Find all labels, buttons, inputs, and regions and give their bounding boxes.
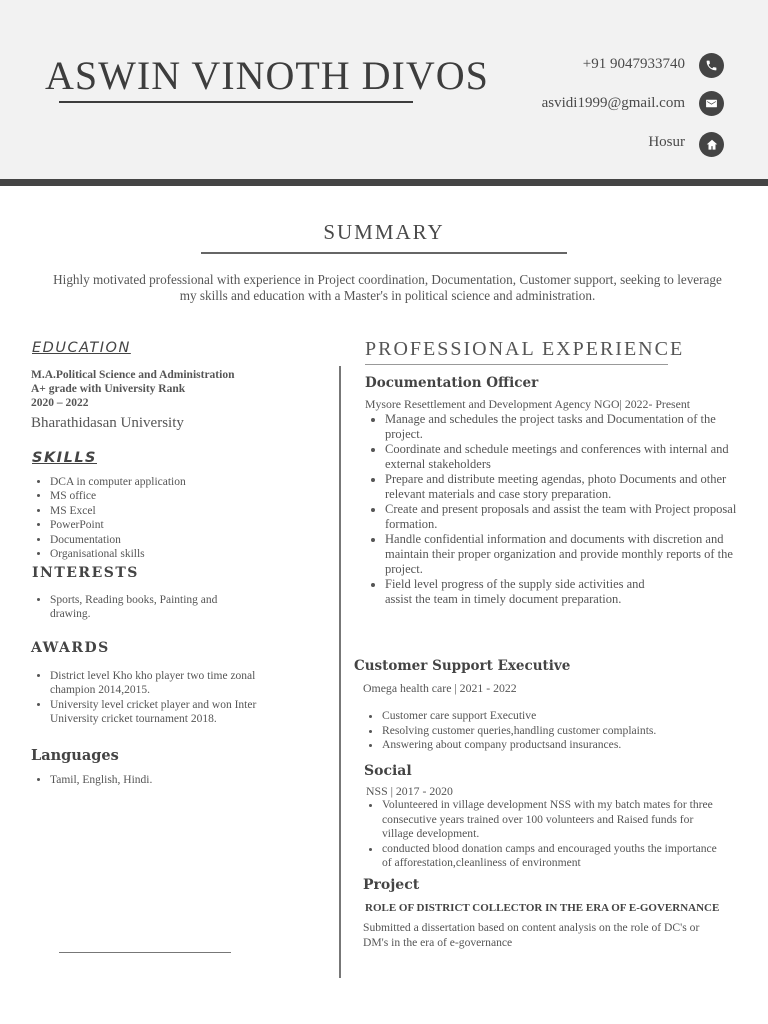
list-item: • conducted blood donation camps and encouraged youths the importance of afforestation,cleanliness of environment <box>382 842 717 871</box>
languages-list <box>50 773 290 787</box>
summary-underline <box>201 252 567 254</box>
column-divider <box>339 366 341 978</box>
job-duties-list <box>382 709 722 753</box>
list-item: • Customer care support Executive <box>382 709 722 724</box>
interests-heading: INTERESTS <box>32 565 139 581</box>
education-degree: M.A.Political Science and Administration <box>31 369 235 381</box>
education-university: Bharathidasan University <box>31 415 184 431</box>
list-item: • Sports, Reading books, Painting and drawing. <box>50 593 260 622</box>
bottom-rule <box>59 952 231 953</box>
contact-city: Hosur <box>648 134 685 150</box>
education-details <box>31 368 234 410</box>
job-organization: Mysore Resettlement and Development Agency NGO| 2022- Present <box>365 397 691 411</box>
list-item: • Handle confidential information and documents with discretion and maintain their proper organization and provide monthly reports of the project. <box>385 532 741 577</box>
job-title: Customer Support Executive <box>354 658 571 674</box>
phone-icon <box>699 53 724 78</box>
home-icon <box>699 132 724 157</box>
job-organization: Omega health care | 2021 - 2022 <box>363 681 517 695</box>
languages-heading: Languages <box>31 747 119 764</box>
candidate-name: ASWIN VINOTH DIVOS <box>45 53 489 98</box>
list-item: • Field level progress of the supply side activities and assist the team in timely document preparation. <box>385 577 741 607</box>
list-item: • Resolving customer queries,handling customer complaints. <box>382 724 722 739</box>
list-item: • Create and present proposals and assist the team with Project proposal formation. <box>385 502 741 532</box>
list-item: • Volunteered in village development NSS with my batch mates for three consecutive years trained over 100 volunteers and Raised funds for village development. <box>382 798 717 842</box>
list-item: • Coordinate and schedule meetings and conferences with internal and external stakeholders <box>385 442 741 472</box>
education-heading: EDUCATION <box>32 340 131 356</box>
contact-email[interactable]: asvidi1999@gmail.com <box>541 95 685 111</box>
job-title: Social <box>364 763 412 779</box>
list-item: • MS office <box>50 489 290 503</box>
experience-underline <box>365 364 668 365</box>
job-title: Documentation Officer <box>365 375 539 391</box>
summary-text: Highly motivated professional with experience in Project coordination, Documentation, Customer support, seeking to leverage my skills and education with a Master's in political science and administration. <box>53 272 722 303</box>
education-years: 2020 – 2022 <box>31 397 89 409</box>
experience-heading: PROFESSIONAL EXPERIENCE <box>365 338 685 360</box>
list-item: • District level Kho kho player two time zonal champion 2014,2015. <box>50 669 282 698</box>
name-underline <box>59 101 413 103</box>
list-item: • DCA in computer application <box>50 475 290 489</box>
project-description: Submitted a dissertation based on content analysis on the role of DC's or DM's in the era of e-governance <box>363 921 700 949</box>
list-item: • University level cricket player and won Inter University cricket tournament 2018. <box>50 698 282 727</box>
list-item: • Answering about company productsand insurances. <box>382 738 722 753</box>
awards-heading: AWARDS <box>31 640 110 656</box>
list-item: • Documentation <box>50 533 290 547</box>
summary-title: SUMMARY <box>323 220 445 244</box>
job-duties-list <box>382 798 717 871</box>
project-heading: Project <box>363 877 420 893</box>
awards-list <box>50 669 282 727</box>
list-item: • MS Excel <box>50 504 290 518</box>
job-duties-list <box>385 412 741 607</box>
job-organization: NSS | 2017 - 2020 <box>366 784 453 798</box>
education-grade: A+ grade with University Rank <box>31 383 186 395</box>
skills-list <box>50 475 290 561</box>
skills-heading: SKILLS <box>32 450 97 466</box>
list-item: • Prepare and distribute meeting agendas, photo Documents and other relevant materials and case story preparation. <box>385 472 741 502</box>
contact-phone[interactable]: +91 9047933740 <box>582 56 685 72</box>
interests-list <box>50 593 260 622</box>
list-item: • Manage and schedules the project tasks and Documentation of the project. <box>385 412 741 442</box>
email-icon <box>699 91 724 116</box>
project-title: ROLE OF DISTRICT COLLECTOR IN THE ERA OF E-GOVERNANCE <box>365 902 720 914</box>
list-item: • Tamil, English, Hindi. <box>50 773 290 787</box>
header-divider-bar <box>0 179 768 186</box>
list-item: • Organisational skills <box>50 547 290 561</box>
list-item: • PowerPoint <box>50 518 290 532</box>
